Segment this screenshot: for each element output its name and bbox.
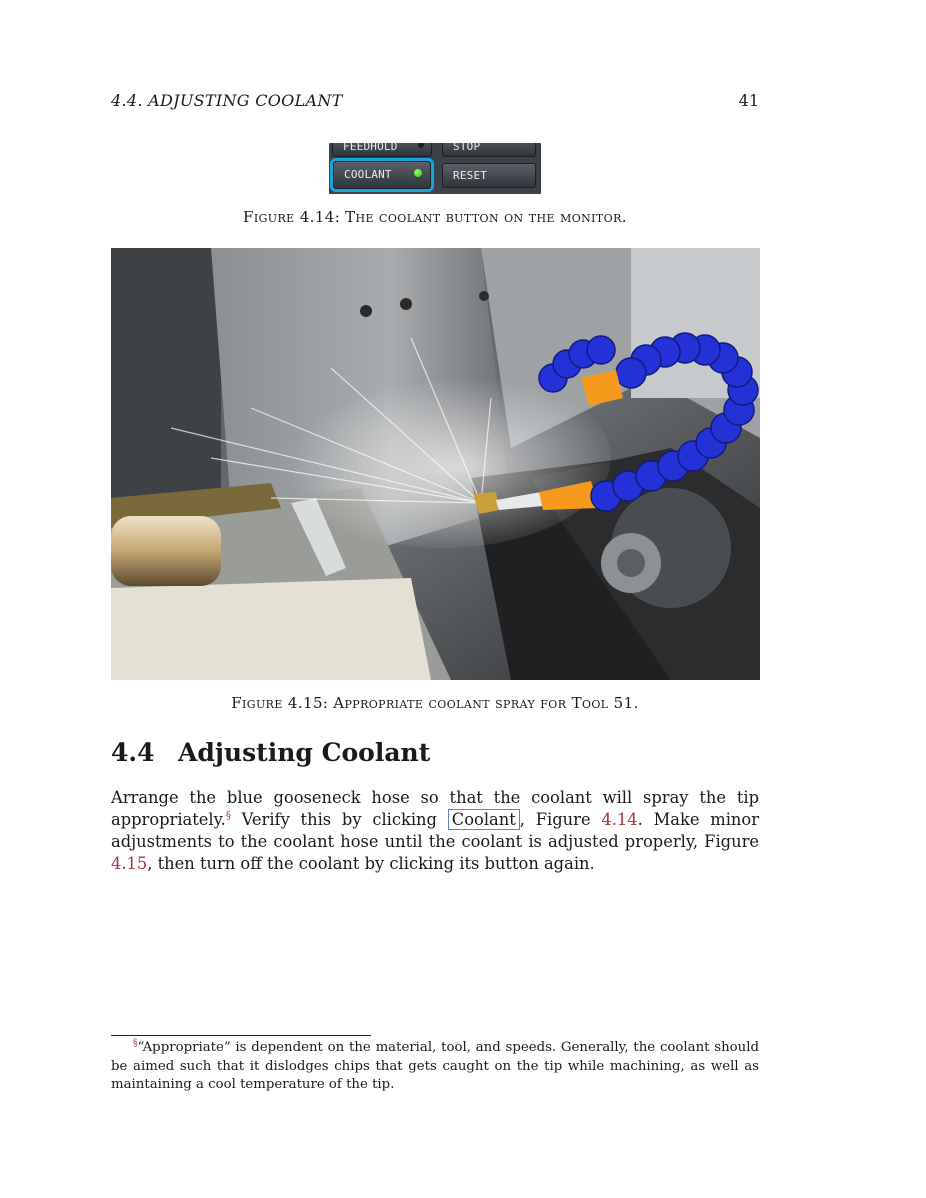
footnote-rule [111,1035,371,1036]
figure-4-14-caption [111,208,759,226]
coolant-monitor-button [333,161,431,189]
figure-4-15-caption [111,694,759,712]
figure-4-15-link[interactable]: 4.15 [111,854,148,873]
section-number: 4.4 [111,738,155,767]
footnote-text: “Appropriate” is dependent on the material, tool, and speeds. Generally, the coolant should be aimed such that it dislodges chips that gets caught on the tip while machining, as well as maintaining a cool temperature of the tip. [111,1040,759,1092]
footnote-link[interactable]: § [225,810,231,822]
body-sentence-2: Verify this by clicking [241,810,437,829]
body-sentence-1: Arrange the blue gooseneck hose so that the coolant will spray the tip appropriately. [111,788,759,829]
figure-4-15-text: Appropriate coolant spray for Tool 51. [333,694,639,712]
body-sentence-4: . Make minor adjustments to the coolant hose until the coolant is adjusted properly, Figure [111,810,759,851]
feedhold-indicator-icon [418,143,424,148]
body-paragraph [111,787,759,875]
coolant-spray-photo [111,248,760,680]
figure-4-15-prefix: Figure 4.15: [231,694,329,712]
body-sentence-3: , Figure [519,810,591,829]
running-head [111,91,759,113]
stop-button [442,143,536,157]
reset-label: RESET [453,169,488,182]
section-title: Adjusting Coolant [178,738,431,767]
page-number: 41 [738,91,759,110]
coolant-monitor-label: COOLANT [344,168,392,181]
section-heading [111,738,430,767]
coolant-button-reference[interactable]: Coolant [448,809,520,830]
feedhold-button [332,143,432,157]
feedhold-label: FEEDHOLD [343,143,398,153]
figure-4-14-text: The coolant button on the monitor. [345,208,627,226]
footnote-mark: § [133,1038,138,1049]
chapter-section-title: 4.4. ADJUSTING COOLANT [111,91,343,110]
figure-4-14-prefix: Figure 4.14: [243,208,341,226]
reset-button [442,163,536,188]
stop-label: STOP [453,143,481,153]
figure-4-14-link[interactable]: 4.14 [601,810,638,829]
monitor-panel-image [329,143,541,194]
footnote [111,1039,759,1095]
coolant-indicator-icon [414,169,422,177]
body-sentence-5: , then turn off the coolant by clicking its button again. [147,854,595,873]
